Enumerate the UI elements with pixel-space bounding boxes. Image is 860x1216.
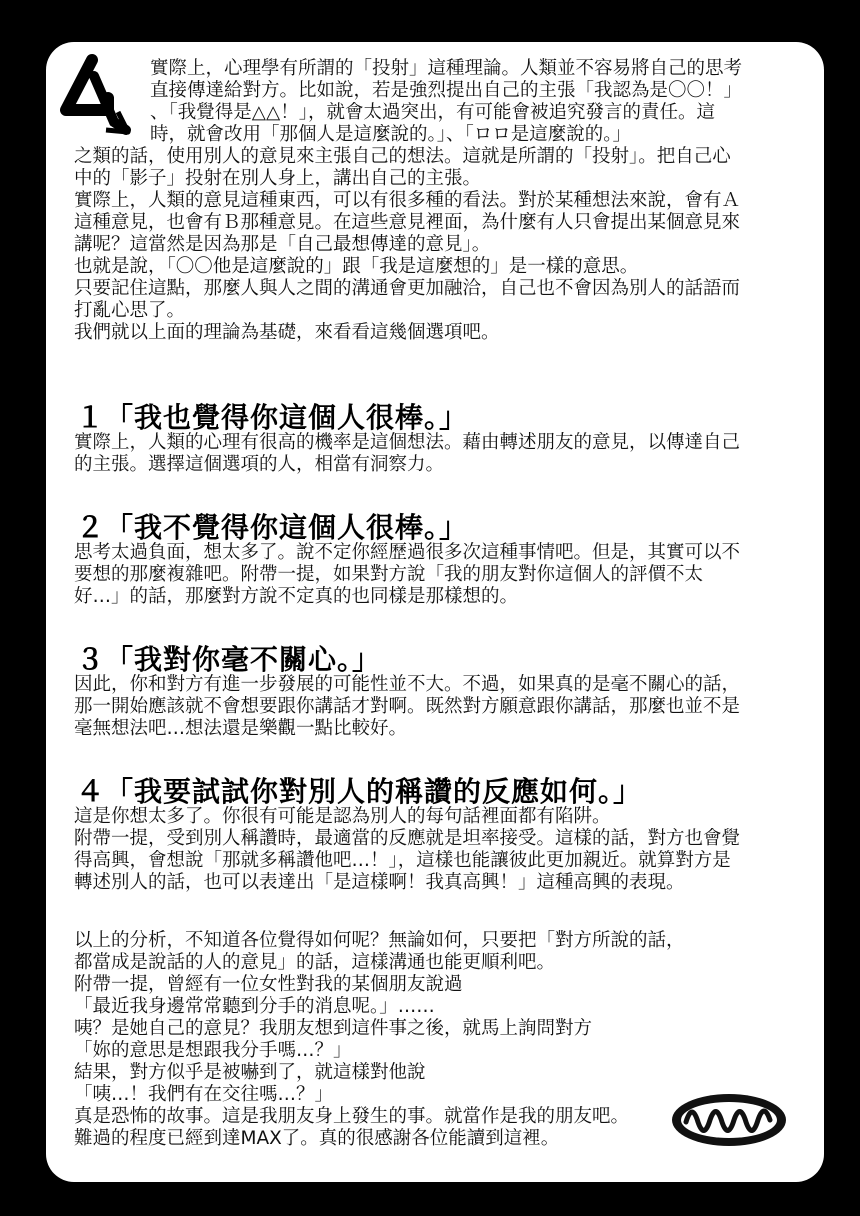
intro-line: 中的「影子」投射在別人身上，講出自己的主張。 [74,168,482,189]
body-line: 附帶一提，受到別人稱讚時，最適當的反應就是坦率接受。這樣的話，對方也會覺 [74,828,741,849]
body-line: 好…」的話，那麼對方說不定真的也同樣是那樣想的。 [74,586,519,607]
intro-line: 只要記住這點，那麼人與人之間的溝通會更加融洽，自己也不會因為別人的話語而 [74,278,741,299]
closing-line: 真是恐怖的故事。這是我朋友身上發生的事。就當作是我的朋友吧。 [74,1106,630,1127]
option-2-heading: ２「我不覺得你這個人很棒。」 [76,511,469,544]
option-4-body [74,806,810,894]
option-1-body [74,432,810,476]
option-1-heading: １「我也覺得你這個人很棒。」 [76,401,469,434]
intro-line: 時，就會改用「那個人是這麼說的。」、「ロロ是這麼說的。」 [150,124,632,145]
body-line: 那一開始應該就不會想要跟你講話才對啊。既然對方願意跟你講話，那麼也並不是 [74,696,741,717]
closing-line: 以上的分析，不知道各位覺得如何呢？無論如何，只要把「對方所說的話， [74,930,685,951]
intro-line: 也就是說，「〇〇他是這麼說的」跟「我是這麼想的」是一樣的意思。 [74,256,639,277]
body-line: 得高興，會想說「那就多稱讚他吧…！」，這樣也能讓彼此更加親近。就算對方是 [74,850,731,871]
closing-line: 「妳的意思是想跟我分手嗎…？」 [74,1040,352,1061]
closing-line: 咦？是她自己的意見？我朋友想到這件事之後，就馬上詢問對方 [74,1018,593,1039]
body-line: 轉述別人的話，也可以表達出「是這樣啊！我真高興！」這種高興的表現。 [74,872,685,893]
option-2-body [74,542,810,608]
intro-line: 這種意見，也會有Ｂ那種意見。在這些意見裡面，為什麼有人只會提出某個意見來 [74,212,741,233]
option-4-heading: ４「我要試試你對別人的稱讚的反應如何。」 [76,775,643,808]
intro-line: 之類的話，使用別人的意見來主張自己的想法。這就是所謂的「投射」。把自己心 [74,146,731,167]
intro-line: 講呢？這當然是因為那是「自己最想傳達的意見」。 [74,234,491,255]
mitochondria-icon [670,1092,788,1148]
intro-line: 打亂心思了。 [74,300,186,321]
body-line: 因此，你和對方有進一步發展的可能性並不大。不過，如果真的是毫不關心的話， [74,674,741,695]
intro-first-lines [150,58,810,146]
option-3-body [74,674,810,740]
intro-line: 、「我覺得是△△！」，就會太過突出，有可能會被追究發言的責任。這 [150,102,715,123]
closing-line: 難過的程度已經到達MAX了。真的很感謝各位能讀到這裡。 [74,1128,560,1149]
option-3-heading: ３「我對你毫不關心。」 [76,643,382,676]
closing-line: 「最近我身邊常常聽到分手的消息呢。」…… [74,996,435,1017]
intro-paragraph [74,146,810,344]
body-line: 要想的那麼複雜吧。附帶一提，如果對方說「我的朋友對你這個人的評價不太 [74,564,704,585]
intro-line: 我們就以上面的理論為基礎，來看看這幾個選項吧。 [74,322,500,343]
letter-a-arrow-icon [54,52,138,136]
answer-page [46,42,824,1182]
body-line: 這是你想太多了。你很有可能是認為別人的每句話裡面都有陷阱。 [74,806,611,827]
body-line: 實際上，人類的心理有很高的機率是這個想法。藉由轉述朋友的意見，以傳達自己 [74,432,741,453]
closing-line: 「咦…！我們有在交往嗎…？」 [74,1084,334,1105]
body-line: 的主張。選擇這個選項的人，相當有洞察力。 [74,454,445,475]
body-line: 思考太過負面，想太多了。說不定你經歷過很多次這種事情吧。但是，其實可以不 [74,542,741,563]
intro-line: 實際上，人類的意見這種東西，可以有很多種的看法。對於某種想法來說，會有Ａ [74,190,741,211]
intro-line: 實際上，心理學有所謂的「投射」這種理論。人類並不容易將自己的思考 [150,58,743,79]
intro-line: 直接傳達給對方。比如說，若是強烈提出自己的主張「我認為是〇〇！」 [150,80,743,101]
body-line: 毫無想法吧…想法還是樂觀一點比較好。 [74,718,408,739]
closing-line: 結果，對方似乎是被嚇到了，就這樣對他說 [74,1062,426,1083]
closing-line: 附帶一提，曾經有一位女性對我的某個朋友說過 [74,974,463,995]
closing-line: 都當成是說話的人的意見」的話，這樣溝通也能更順利吧。 [74,952,556,973]
